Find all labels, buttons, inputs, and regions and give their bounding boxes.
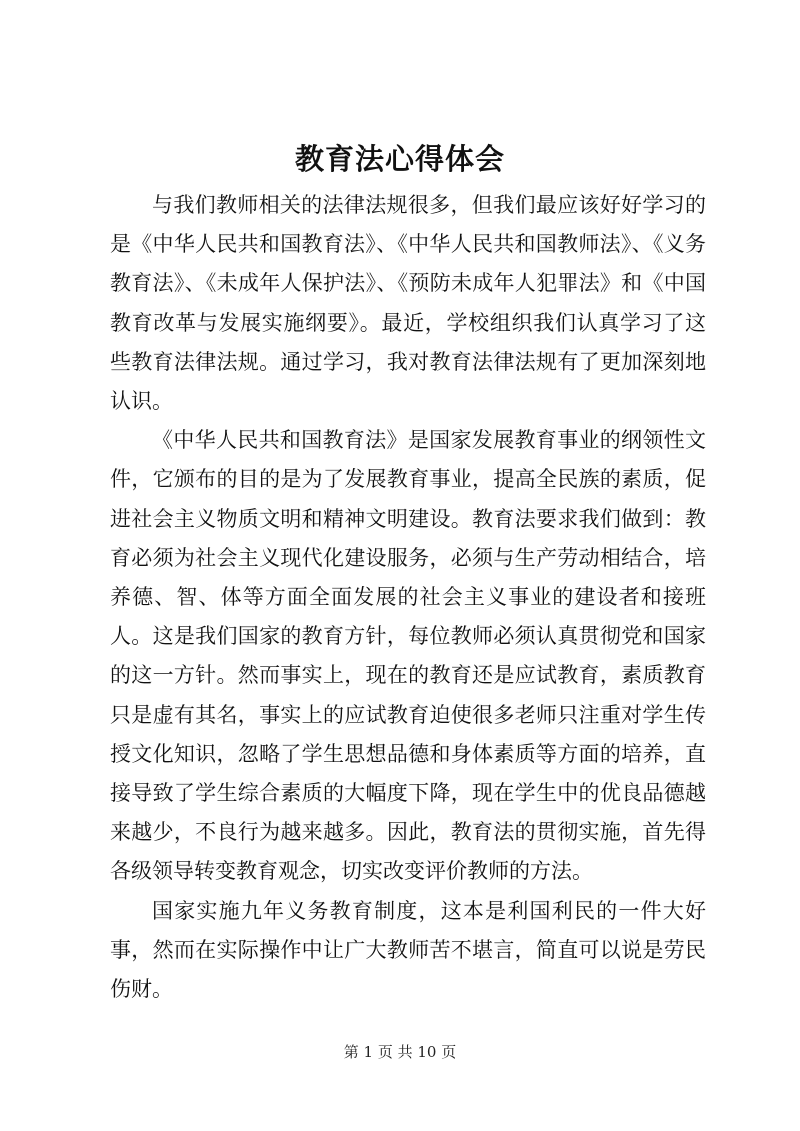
page-footer: 第 1 页 共 10 页 — [343, 1043, 457, 1061]
paragraph-2: 《中华人民共和国教育法》是国家发展教育事业的纲领性文件，它颁布的目的是为了发展教育事业，提高全民族的素质，促进社会主义物质文明和精神文明建设。教育法要求我们做到：教育必须为社会主义现代化建设服务，必须与生产劳动相结合，培养德、智、体等方面全面发展的社会主义事业的建设者和接班人。这是我们国家的教育方针，每位教师必须认真贯彻党和国家的这一方针。然而事实上，现在的教育还是应试教育，素质教育只是虚有其名，事实上的应试教育迫使很多老师只注重对学生传授文化知识，忽略了学生思想品德和身体素质等方面的培养，直接导致了学生综合素质的大幅度下降，现在学生中的优良品德越来越少，不良行为越来越多。因此，教育法的贯彻实施，首先得各级领导转变教育观念，切实改变评价教师的方法。 — [110, 428, 706, 884]
document-title: 教育法心得体会 — [294, 142, 505, 176]
paragraph-3: 国家实施九年义务教育制度，这本是利国利民的一件大好事，然而在实际操作中让广大教师苦不堪言，简直可以说是劳民伤财。 — [110, 898, 706, 1002]
paragraph-1: 与我们教师相关的法律法规很多，但我们最应该好好学习的是《中华人民共和国教育法》、《中华人民共和国教师法》、《义务教育法》、《未成年人保护法》、《预防未成年人犯罪法》和《中国教育改革与发展实施纲要》。最近，学校组织我们认真学习了这些教育法律法规。通过学习，我对教育法律法规有了更加深刻地认识。 — [110, 193, 706, 414]
document-body — [110, 186, 706, 1009]
